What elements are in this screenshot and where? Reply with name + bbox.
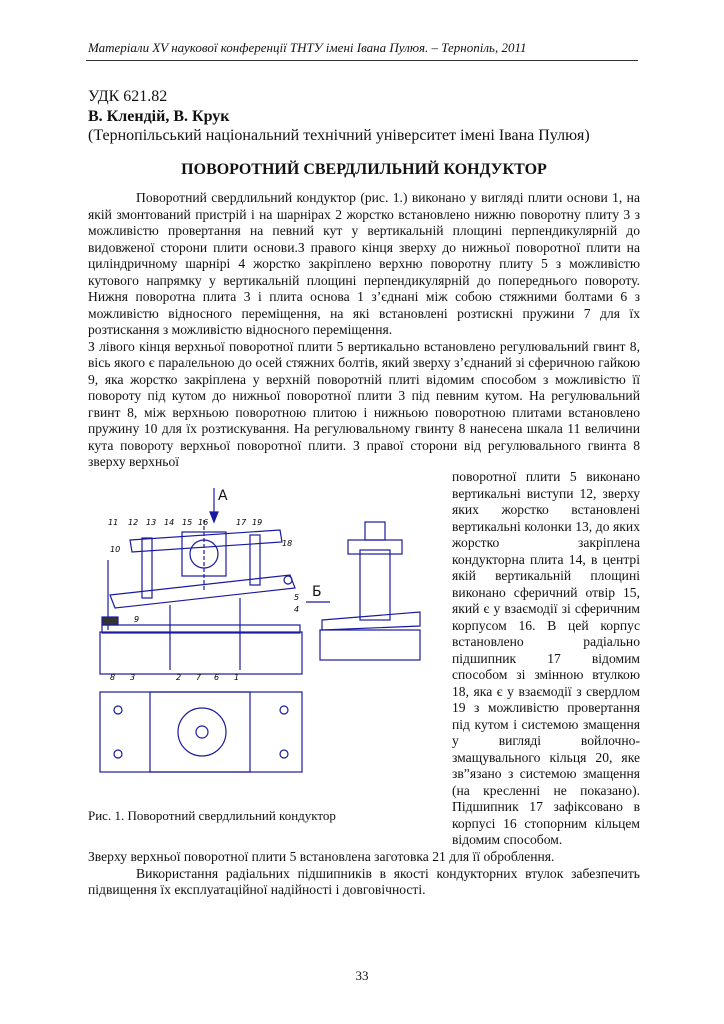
column-side: [360, 550, 390, 620]
page-number: 33: [355, 968, 369, 983]
authors: В. Клендій, В. Крук: [88, 108, 230, 125]
callout-label: 11: [108, 518, 119, 527]
plan-view-inner: [150, 692, 250, 772]
plan-view-center: [196, 726, 208, 738]
callout-label: 12: [128, 518, 139, 527]
callout-label: 15: [182, 518, 193, 527]
base-plate-front: [100, 632, 302, 674]
base-plate-side: [320, 630, 420, 660]
paragraph-1: Поворотний свердлильний кондуктор (рис. 1.) виконано у вигляді плити основи 1, на якій змонтований пристрій і на шарнірах 2 жорстко встановлено нижню поворотну плиту 3 з можливістю провертання на певний кут у вертикальній площині перпендикулярній до видовженої сторони плити основи.З правого кінця зверху до нижньої поворотної плити на циліндричному шарнірі 4 жорстко закріплено верхню поворотну плиту 5 з можливістю кутового напрямку у вертикальній площині перпендикулярній до попереднього повороту. Нижня поворотна плита 3 і плита основа 1 з’єднані між собою стяжними болтами 6 з можливістю відносного переміщення, на які встановлені розтискні пружини 7 для їх розтискання з можливістю відносного переміщення.: [88, 190, 640, 337]
column-left: [142, 538, 152, 598]
view-b-text: Б: [312, 584, 322, 600]
callout-label: 14: [164, 518, 175, 527]
callout-label: 8: [110, 673, 116, 682]
callout-label: 4: [294, 605, 300, 614]
callout-label: 2: [176, 673, 182, 682]
running-header: Матеріали XV наукової конференції ТНТУ імені Івана Пулюя. – Тернопіль, 2011: [88, 40, 527, 55]
technical-drawing: [90, 480, 442, 800]
body-text-top: [88, 190, 640, 471]
callout-label: 17: [236, 518, 247, 527]
paragraph-2-wrap: поворотної плити 5 виконано вертикальні виступи 12, зверху яких жорстко встановлені вертикальні колонки 13, до яких жорстко закріплена кондукторна плита 14, в центрі якій вертикальній площині виконано сферичний отвір 15, який є у взаємодії зі сферичним корпусом 16. В цей корпус встановлено радіально підшипник 17 відомим способом зі змінною втулкою 18, яка є у взаємодії з свердлом 19 з можливістю провертання під кутом і системою змащення у вигляді войлочно-змащувального кільця 20, яке зв”язано з системою змащення (на кресленні не показано). Підшипник 17 зафіксовано в корпусі 16 стопорним кільцем відомим способом.: [452, 469, 640, 847]
udk-code: УДК 621.82: [88, 88, 168, 105]
drill-chuck-side: [365, 522, 385, 540]
article-title: ПОВОРОТНИЙ СВЕРДЛИЛЬНИЙ КОНДУКТОР: [181, 161, 547, 178]
plan-view-outline: [100, 692, 302, 772]
view-a-text: А: [218, 488, 228, 504]
header-rule: [86, 60, 638, 61]
spherical-nut: [102, 617, 118, 625]
affiliation: (Тернопільський національний технічний університет імені Івана Пулюя): [88, 127, 590, 144]
view-a-arrowhead: [210, 512, 218, 522]
jig-plate: [130, 530, 282, 552]
plan-bolt-3: [280, 706, 288, 714]
figure-caption: Рис. 1. Поворотний свердлильний кондуктор: [88, 808, 336, 823]
callout-label: 16: [198, 518, 209, 527]
callout-label: 10: [110, 545, 121, 554]
plan-bolt-4: [280, 750, 288, 758]
plate-side-tilted: [322, 612, 420, 630]
figure-drawing: [90, 480, 442, 800]
body-text-bottom: [88, 849, 640, 899]
callout-label: 19: [252, 518, 263, 527]
callout-label: 9: [134, 615, 140, 624]
upper-rotating-plate: [110, 575, 295, 608]
paragraph-2: З лівого кінця верхньої поворотної плити 5 вертикально встановлено регулювальний гвинт 8, вісь якого є паралельною до осей стяжних болтів, який зверху з’єднаний зі сферичною гайкою 9, яка жорстко закріплена у верхній поворотній плиті відомим способом з можливістю її повороту під кутом до нижньої поворотної плити 3 під певним кутом. На регулювальний гвинт 8, між верхньою поворотною плитою і нижньою поворотною плитами встановлено пружину 10 для їх розтискування. На регулювальному гвинту 8 нанесена шкала 11 величини кута повороту верхньої поворотної плити. З правої сторони від регулювального гвинта 8 зверху верхньої: [88, 338, 640, 469]
jig-plate-side: [348, 540, 402, 554]
plan-bolt-2: [114, 750, 122, 758]
paragraph-3: Зверху верхньої поворотної плити 5 встановлена заготовка 21 для її оброблення.: [88, 849, 555, 864]
callout-label: 6: [214, 673, 220, 682]
column-right: [250, 535, 260, 585]
callout-label: 1: [234, 673, 240, 682]
callout-label: 18: [282, 539, 293, 548]
plan-bolt-1: [114, 706, 122, 714]
callout-label: 7: [196, 673, 202, 682]
hinge-4: [284, 576, 292, 584]
callout-label: 5: [294, 593, 300, 602]
paragraph-4: Використання радіальних підшипників в якості кондукторних втулок забезпечить підвищення їх експлуатаційної надійності і довговічності.: [88, 865, 640, 897]
plan-view-bore: [178, 708, 226, 756]
callout-label: 3: [130, 673, 136, 682]
callout-label: 13: [146, 518, 157, 527]
